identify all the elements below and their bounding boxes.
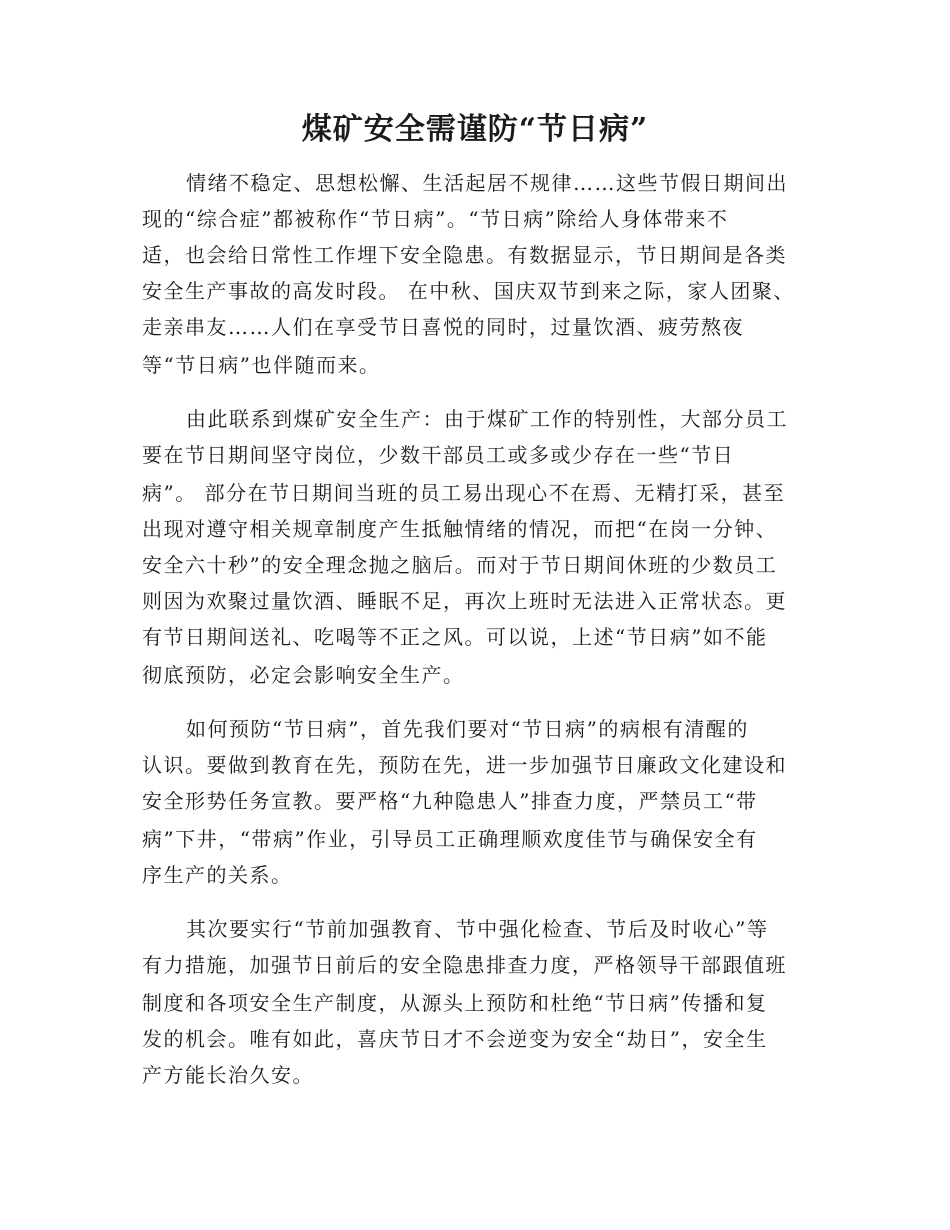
paragraph-1-line-1: 情绪不稳定、思想松懈、生活起居不规律……这些节假日期间出 — [186, 171, 788, 195]
paragraph-2-line-3: 病”。 部分在节日期间当班的员工易出现心不在焉、无精打采，甚至 — [142, 481, 786, 505]
paragraph-3-line-3: 安全形势任务宣教。要严格“九种隐患人”排查力度，严禁员工“带 — [142, 789, 758, 813]
paragraph-3-line-1: 如何预防“节日病”，首先我们要对“节日病”的病根有清醒的 — [186, 717, 749, 741]
paragraph-2-line-6: 则因为欢聚过量饮酒、睡眠不足，再次上班时无法进入正常状态。更 — [142, 589, 787, 613]
paragraph-1-line-5: 走亲串友……人们在享受节日喜悦的同时，过量饮酒、疲劳熬夜 — [142, 315, 744, 339]
paragraph-4-line-5: 产方能长治久安。 — [142, 1063, 314, 1087]
paragraph-2-line-1: 由此联系到煤矿安全生产：由于煤矿工作的特别性，大部分员工 — [186, 407, 788, 431]
paragraph-2-line-4: 出现对遵守相关规章制度产生抵触情绪的情况，而把“在岗一分钟、 — [142, 517, 778, 541]
paragraph-4-line-3: 制度和各项安全生产制度，从源头上预防和杜绝“节日病”传播和复 — [142, 991, 768, 1015]
paragraph-4-line-1: 其次要实行“节前加强教育、节中强化检查、节后及时收心”等 — [186, 917, 769, 941]
paragraph-2-line-5: 安全六十秒”的安全理念抛之脑后。而对于节日期间休班的少数员工 — [142, 553, 778, 577]
paragraph-4-line-4: 发的机会。唯有如此，喜庆节日才不会逆变为安全“劫日”，安全生 — [142, 1027, 768, 1051]
paragraph-1-line-4: 安全生产事故的高发时段。 在中秋、国庆双节到来之际，家人团聚、 — [142, 279, 795, 303]
paragraph-4-line-2: 有力措施，加强节日前后的安全隐患排查力度，严格领导干部跟值班 — [142, 953, 787, 977]
paragraph-3-line-5: 序生产的关系。 — [142, 863, 293, 887]
paragraph-3-line-4: 病”下井，“带病”作业，引导员工正确理顺欢度佳节与确保安全有 — [142, 827, 758, 851]
paragraph-1-line-3: 适，也会给日常性工作埋下安全隐患。有数据显示，节日期间是各类 — [142, 243, 787, 267]
paragraph-2-line-8: 彻底预防，必定会影响安全生产。 — [142, 663, 465, 687]
paragraph-2-line-2: 要在节日期间坚守岗位，少数干部员工或多或少存在一些“节日 — [142, 443, 735, 467]
paragraph-2-line-7: 有节日期间送礼、吃喝等不正之风。可以说，上述“节日病”如不能 — [142, 625, 768, 649]
paragraph-1-line-2: 现的“综合症”都被称作“节日病”。“节日病”除给人身体带来不 — [142, 207, 729, 231]
paragraph-1-line-6: 等“节日病”也伴随而来。 — [142, 353, 381, 377]
paragraph-3-line-2: 认识。要做到教育在先，预防在先，进一步加强节日廉政文化建设和 — [142, 753, 787, 777]
document-title: 煤矿安全需谨防“节日病” — [301, 112, 649, 147]
